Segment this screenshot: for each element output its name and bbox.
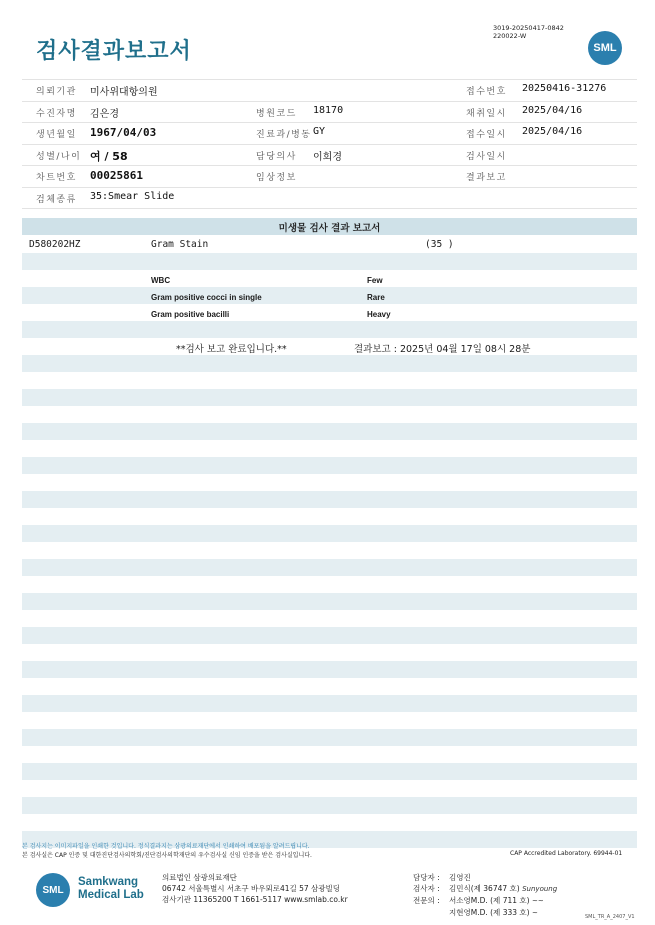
notice-certification: 본 검사실은 CAP 인증 및 대한진단검사의학회/진단검사의학재단의 우수검사실 신임 인증을 받은 검사실입니다. (22, 852, 312, 859)
row-band (22, 559, 637, 576)
page-title: 검사결과보고서 (36, 39, 192, 64)
test-name: Gram Stain (151, 239, 209, 250)
row-band (22, 729, 637, 746)
row-band (22, 253, 637, 270)
requesting-org: 미사위대항의원 (90, 87, 158, 98)
cap-accreditation: CAP Accredited Laboratory. 69944-01 (510, 850, 623, 857)
row-band (22, 457, 637, 474)
row-band (22, 389, 637, 406)
result-value: Rare (367, 293, 385, 302)
staff-name: 서소영M.D. (제 711 호) (449, 896, 530, 905)
clinical-info-label: 임상정보 (256, 173, 297, 183)
receipt-date-label: 접수일시 (466, 130, 507, 140)
dept-label: 진료과/병동 (256, 130, 312, 140)
result-item: Gram positive bacilli (151, 310, 230, 319)
row-band (22, 423, 637, 440)
lab-name-line2: Medical Lab (78, 889, 144, 901)
doctor-label: 담당의사 (256, 151, 297, 162)
result-value: Heavy (367, 310, 391, 319)
row-band (22, 355, 637, 372)
notice-image-copy: 본 검사지는 이미지파일을 인쇄한 것입니다. 정식결과지는 삼광의료재단에서 인쇄하여 배포됨을 알려드립니다. (22, 843, 310, 850)
test-value: (35 ) (425, 239, 454, 250)
staff-role: 담당자 : (413, 873, 440, 882)
receipt-no: 20250416-31276 (522, 83, 607, 94)
info-row (22, 188, 637, 210)
row-band (22, 661, 637, 678)
receipt-date: 2025/04/16 (522, 126, 583, 137)
test-code: D580202HZ (29, 239, 81, 250)
row-band (22, 797, 637, 814)
staff-role: 검사자 : (413, 884, 440, 893)
row-band (22, 593, 637, 610)
doctor: 이희경 (313, 151, 342, 163)
patient-info-table (22, 79, 637, 209)
section-title: 미생물 검사 결과 보고서 (278, 223, 381, 234)
collection-date-label: 채취일시 (466, 108, 507, 119)
row-band (22, 491, 637, 508)
row-band (22, 763, 637, 780)
lab-contact: 검사기관 11365200 T 1661-5117 www.smlab.co.kr (162, 895, 348, 904)
staff-name: 김영진 (449, 873, 471, 882)
chart-no-label: 차트번호 (36, 173, 77, 183)
collection-date: 2025/04/16 (522, 104, 583, 116)
sex-age-label: 성별/나이 (36, 151, 82, 162)
row-band (22, 525, 637, 542)
document-number: SML_TR_A_2407_V1 (585, 914, 635, 920)
staff-row (413, 895, 557, 907)
lab-logo: SML (36, 873, 70, 907)
report-time: 결과보고 : 2025년 04월 17일 08시 28분 (354, 344, 531, 355)
lab-name (78, 876, 144, 902)
lab-address (162, 872, 348, 905)
sex-age: 여 / 58 (90, 149, 128, 163)
info-row (22, 79, 637, 102)
report-code (493, 25, 564, 40)
signature: ~~ (531, 897, 544, 905)
lab-name-line1: Samkwang (78, 876, 139, 888)
dob-label: 생년월일 (36, 130, 77, 140)
specimen-label: 검체종류 (36, 194, 77, 205)
staff-list (413, 872, 557, 919)
result-item: WBC (151, 276, 171, 285)
lab-org: 의료법인 삼광의료재단 (162, 873, 237, 882)
hospital-code-label: 병원코드 (256, 108, 297, 119)
specimen: 35:Smear Slide (90, 190, 175, 202)
result-item: Gram positive cocci in single (151, 293, 262, 302)
staff-role: 전문의 : (413, 896, 440, 905)
completion-note: **검사 보고 완료입니다.** (176, 344, 287, 355)
report-code-line1: 3019-20250417-0842 (493, 24, 564, 32)
row-band (22, 627, 637, 644)
row-band (22, 695, 637, 712)
requesting-org-label: 의뢰기관 (36, 87, 77, 97)
test-date-label: 검사일시 (466, 151, 507, 162)
row-band (22, 321, 637, 338)
report-code-line2: 220022-W (493, 31, 527, 40)
staff-name: 김민식(제 36747 호) (449, 884, 520, 893)
result-report-label: 결과보고 (466, 173, 507, 183)
dob: 1967/04/03 (90, 126, 157, 139)
info-row (22, 145, 637, 167)
staff-row (413, 883, 557, 895)
signature: Sunyoung (522, 885, 558, 893)
staff-row (413, 907, 557, 919)
staff-name: 지현영M.D. (제 333 호) (449, 908, 530, 917)
hospital-code: 18170 (313, 104, 344, 116)
info-row (22, 166, 637, 188)
receipt-no-label: 접수번호 (466, 87, 507, 97)
info-row (22, 123, 637, 145)
name-label: 수진자명 (36, 108, 77, 119)
dept: GY (313, 126, 326, 137)
lab-street: 06742 서울특별시 서초구 바우뫼로41길 57 삼광빌딩 (162, 884, 341, 893)
patient-name: 김은경 (90, 108, 119, 120)
chart-no: 00025861 (90, 169, 143, 182)
row-band (22, 287, 637, 304)
info-row (22, 102, 637, 124)
staff-row (413, 872, 557, 883)
result-value: Few (367, 276, 383, 285)
sml-logo: SML (588, 31, 622, 65)
signature: ~ (531, 909, 538, 917)
